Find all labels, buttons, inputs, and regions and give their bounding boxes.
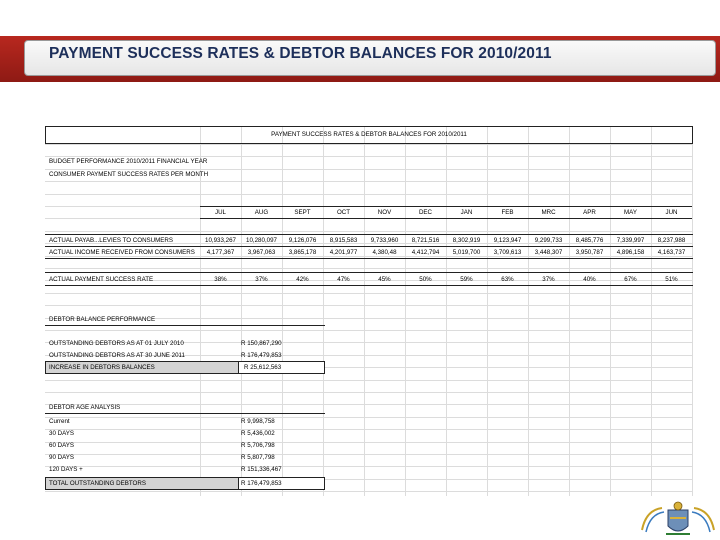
- table-cell: 9,733,960: [370, 237, 399, 244]
- row-label: ACTUAL PAYAB...LEVIES TO CONSUMERS: [49, 237, 174, 244]
- table-cell: 8,302,919: [452, 237, 481, 244]
- grid-line: [45, 380, 693, 381]
- row-line-2: [45, 246, 693, 247]
- table-cell: 8,237,988: [657, 237, 686, 244]
- grid-line: [45, 429, 693, 430]
- age-bucket-label: 90 DAYS: [49, 454, 74, 461]
- grid-line: [45, 442, 693, 443]
- grid-line: [45, 330, 693, 331]
- table-cell: 9,126,076: [288, 237, 317, 244]
- month-header-cell: JUN: [665, 209, 678, 216]
- closing-debtors-label: OUTSTANDING DEBTORS AS AT 30 JUNE 2011: [49, 352, 185, 359]
- month-header-cell: MRC: [541, 209, 556, 216]
- slide-title: PAYMENT SUCCESS RATES & DEBTOR BALANCES FOR 2010/2011: [49, 45, 552, 62]
- grid-line: [45, 305, 693, 306]
- table-cell: 8,485,776: [575, 237, 604, 244]
- month-header-cell: NOV: [377, 209, 392, 216]
- month-header-cell: MAY: [624, 209, 637, 216]
- table-cell: 3,950,787: [575, 249, 604, 256]
- month-header-top: [200, 206, 692, 207]
- success-rate-cell: 38%: [214, 276, 227, 283]
- title-box: [24, 40, 716, 76]
- opening-debtors-value: R 150,867,290: [241, 340, 282, 347]
- table-cell: 10,280,097: [246, 237, 277, 244]
- grid-line: [45, 466, 693, 467]
- section1-title: BUDGET PERFORMANCE 2010/2011 FINANCIAL YEAR: [49, 158, 208, 165]
- total-value: R 176,479,853: [241, 480, 282, 487]
- month-header-cell: JUL: [214, 209, 226, 216]
- closing-debtors-value: R 176,479,853: [241, 352, 282, 359]
- table-cell: 5,019,700: [452, 249, 481, 256]
- success-rate-cell: 40%: [583, 276, 596, 283]
- table-cell: 4,163,737: [657, 249, 686, 256]
- success-label: ACTUAL PAYMENT SUCCESS RATE: [49, 276, 154, 283]
- section1-subtitle: CONSUMER PAYMENT SUCCESS RATES PER MONTH: [49, 171, 209, 178]
- success-rate-cell: 47%: [337, 276, 350, 283]
- age-bucket-value: R 5,807,798: [241, 454, 275, 461]
- debtor-balance-title: DEBTOR BALANCE PERFORMANCE: [49, 316, 156, 323]
- table-cell: 8,915,583: [329, 237, 358, 244]
- total-label: TOTAL OUTSTANDING DEBTORS: [49, 480, 146, 487]
- success-rate-cell: 37%: [255, 276, 268, 283]
- month-header-cell: APR: [583, 209, 596, 216]
- success-top: [45, 272, 693, 273]
- success-rate-cell: 67%: [624, 276, 637, 283]
- table-cell: 10,933,267: [205, 237, 236, 244]
- success-rate-cell: 37%: [542, 276, 555, 283]
- success-rate-cell: 50%: [419, 276, 432, 283]
- row-line-3: [45, 258, 693, 259]
- age-bucket-value: R 5,436,002: [241, 430, 275, 437]
- success-rate-cell: 42%: [296, 276, 309, 283]
- month-header-cell: OCT: [336, 209, 351, 216]
- age-bucket-value: R 151,336,467: [241, 466, 282, 473]
- table-cell: 4,412,794: [411, 249, 440, 256]
- grid-line: [45, 268, 693, 269]
- month-header-cell: JAN: [460, 209, 473, 216]
- grid-line: [45, 293, 693, 294]
- success-rate-cell: 63%: [501, 276, 514, 283]
- month-header-cell: DEC: [418, 209, 433, 216]
- debtor-balance-rule: [45, 325, 325, 326]
- table-cell: 9,123,947: [493, 237, 522, 244]
- grid-line: [45, 144, 693, 145]
- month-header-bottom: [200, 218, 692, 219]
- month-header-cell: FEB: [501, 209, 514, 216]
- table-cell: 3,709,613: [493, 249, 522, 256]
- table-cell: 9,299,733: [534, 237, 563, 244]
- table-cell: 3,865,178: [288, 249, 317, 256]
- success-rate-cell: 59%: [460, 276, 473, 283]
- age-bucket-label: 120 DAYS +: [49, 466, 83, 473]
- success-rate-cell: 51%: [665, 276, 678, 283]
- grid-line: [45, 392, 693, 393]
- table-cell: 3,967,063: [247, 249, 276, 256]
- grid-line: [45, 194, 693, 195]
- table-cell: 4,177,367: [206, 249, 235, 256]
- grid-line: [45, 181, 693, 182]
- table-cell: 7,339,997: [616, 237, 645, 244]
- age-bucket-label: Current: [49, 418, 70, 425]
- spreadsheet: [45, 126, 693, 496]
- row-line-1: [45, 234, 693, 235]
- grid-line: [45, 231, 693, 232]
- month-header-cell: SEPT: [294, 209, 311, 216]
- grid-line: [45, 417, 693, 418]
- opening-debtors-label: OUTSTANDING DEBTORS AS AT 01 JULY 2010: [49, 340, 184, 347]
- row-label: ACTUAL INCOME RECEIVED FROM CONSUMERS: [49, 249, 195, 256]
- grid-line: [45, 404, 693, 405]
- age-analysis-rule: [45, 413, 325, 414]
- sheet-header: PAYMENT SUCCESS RATES & DEBTOR BALANCES FOR 2010/2011: [271, 131, 467, 138]
- increase-value: R 25,612,563: [244, 364, 282, 371]
- table-cell: 4,896,158: [616, 249, 645, 256]
- success-bottom: [45, 285, 693, 286]
- age-bucket-label: 30 DAYS: [49, 430, 74, 437]
- crest-icon: [636, 496, 720, 540]
- grid-line: [45, 491, 693, 492]
- success-rate-cell: 45%: [378, 276, 391, 283]
- grid-line: [45, 454, 693, 455]
- age-bucket-label: 60 DAYS: [49, 442, 74, 449]
- increase-label: INCREASE IN DEBTORS BALANCES: [49, 364, 155, 371]
- age-bucket-value: R 5,706,798: [241, 442, 275, 449]
- table-cell: 4,201,977: [329, 249, 358, 256]
- table-cell: 8,721,516: [411, 237, 440, 244]
- age-analysis-title: DEBTOR AGE ANALYSIS: [49, 404, 121, 411]
- table-cell: 4,380,48: [372, 249, 397, 256]
- table-cell: 3,448,307: [534, 249, 563, 256]
- age-bucket-value: R 9,998,758: [241, 418, 275, 425]
- month-header-cell: AUG: [254, 209, 269, 216]
